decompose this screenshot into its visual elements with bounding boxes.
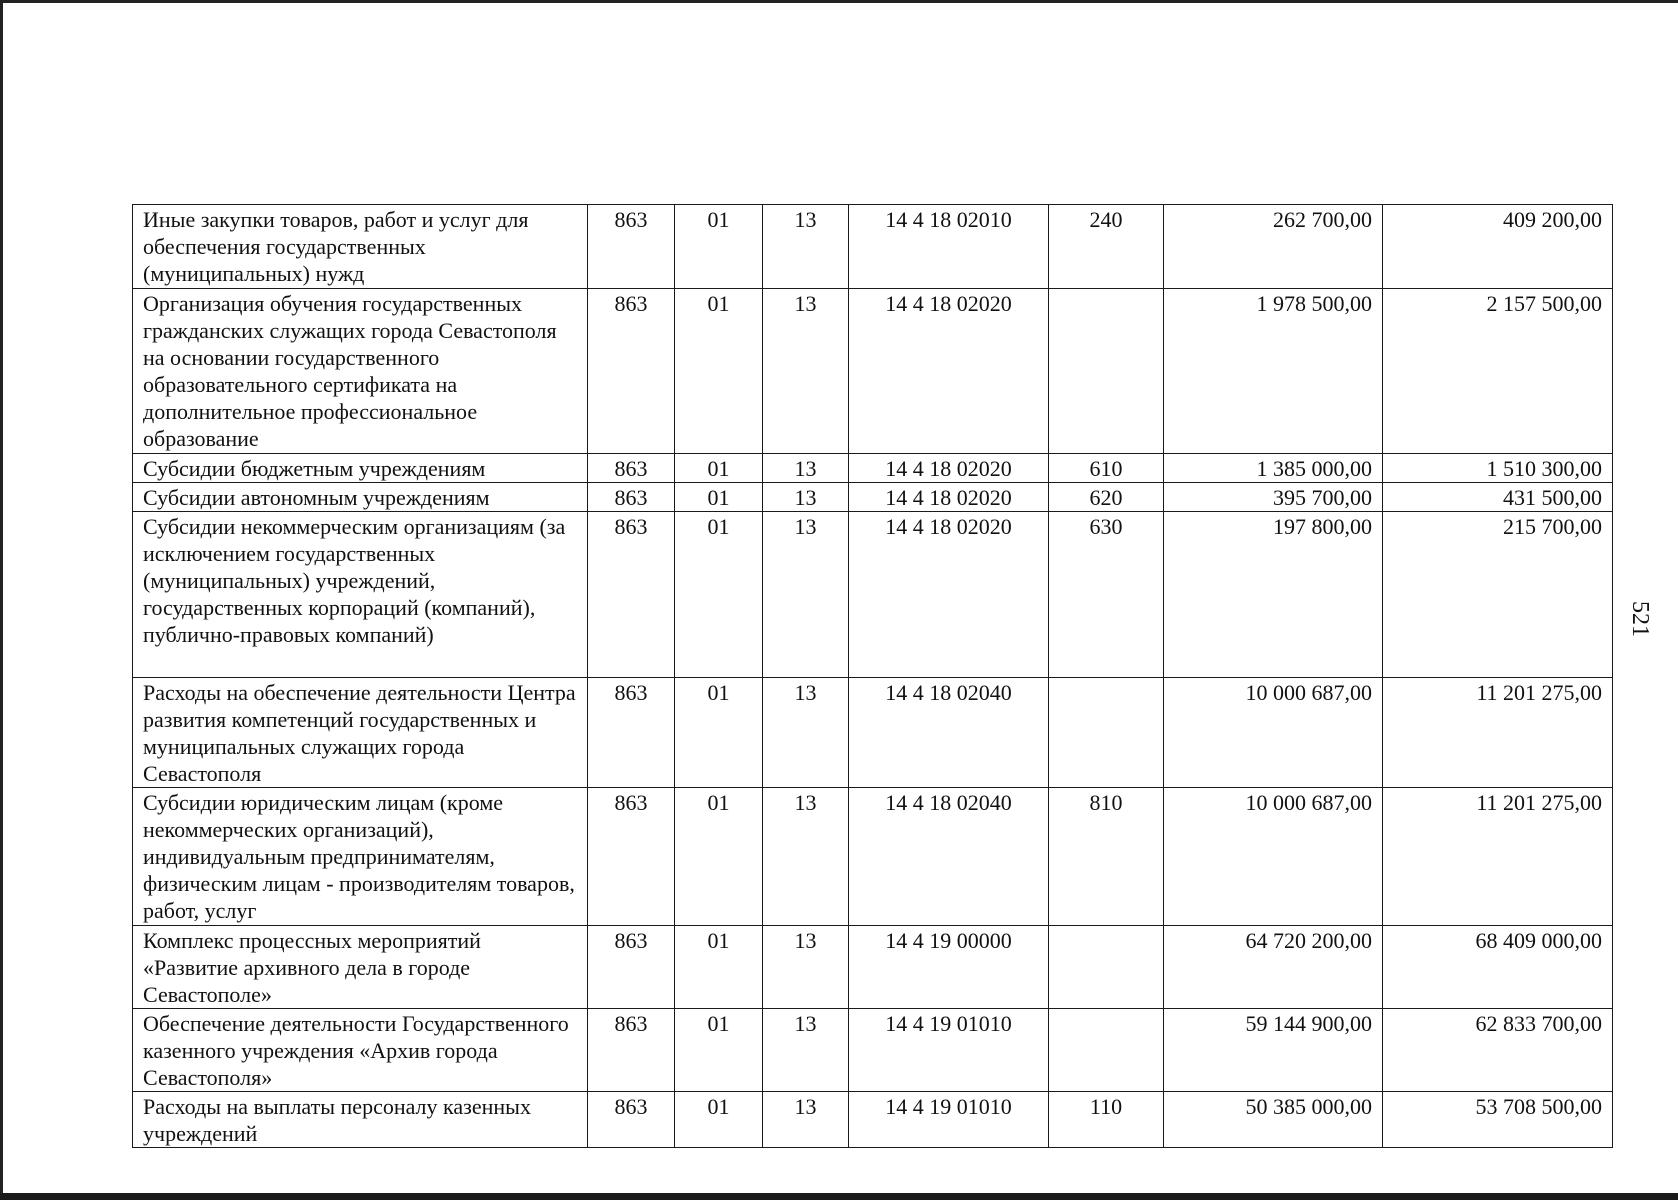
row-target-article-code: 14 4 19 01010 [849, 1092, 1049, 1148]
table-row [133, 678, 1613, 788]
table-row [133, 512, 1613, 678]
row-expense-type-code: 810 [1049, 788, 1164, 926]
table-row [133, 788, 1613, 926]
scan-border-bottom [0, 1193, 1678, 1200]
scan-border-top [0, 0, 1678, 3]
row-target-article-code: 14 4 18 02010 [849, 205, 1049, 289]
row-name: Субсидии юридическим лицам (кроме некоммерческих организаций), индивидуальным предпринимателям, физическим лицам - производителям товаров, работ, услуг [133, 788, 588, 926]
row-amount-year-1: 1 978 500,00 [1164, 289, 1383, 454]
scan-border-left [0, 0, 3, 1200]
row-department-code: 863 [588, 1092, 675, 1148]
row-expense-type-code [1049, 678, 1164, 788]
row-section-code: 01 [675, 454, 763, 483]
row-name: Расходы на выплаты персоналу казенных учреждений [133, 1092, 588, 1148]
row-expense-type-code: 610 [1049, 454, 1164, 483]
row-name: Комплекс процессных мероприятий «Развитие архивного дела в городе Севастополе» [133, 926, 588, 1009]
row-amount-year-2: 1 510 300,00 [1383, 454, 1613, 483]
row-amount-year-1: 262 700,00 [1164, 205, 1383, 289]
row-expense-type-code [1049, 289, 1164, 454]
row-amount-year-1: 50 385 000,00 [1164, 1092, 1383, 1148]
row-section-code: 01 [675, 205, 763, 289]
row-amount-year-2: 409 200,00 [1383, 205, 1613, 289]
row-subsection-code: 13 [763, 1092, 849, 1148]
row-subsection-code: 13 [763, 1009, 849, 1092]
table-row [133, 483, 1613, 512]
row-amount-year-1: 395 700,00 [1164, 483, 1383, 512]
table-row [133, 454, 1613, 483]
row-section-code: 01 [675, 483, 763, 512]
row-subsection-code: 13 [763, 678, 849, 788]
row-section-code: 01 [675, 1009, 763, 1092]
row-amount-year-1: 10 000 687,00 [1164, 788, 1383, 926]
row-target-article-code: 14 4 18 02020 [849, 512, 1049, 678]
row-amount-year-2: 62 833 700,00 [1383, 1009, 1613, 1092]
row-name: Субсидии автономным учреждениям [133, 483, 588, 512]
row-amount-year-2: 431 500,00 [1383, 483, 1613, 512]
row-subsection-code: 13 [763, 289, 849, 454]
row-subsection-code: 13 [763, 205, 849, 289]
row-department-code: 863 [588, 788, 675, 926]
table-row [133, 205, 1613, 289]
row-name: Иные закупки товаров, работ и услуг для обеспечения государственных (муниципальных) нужд [133, 205, 588, 289]
row-expense-type-code: 240 [1049, 205, 1164, 289]
row-subsection-code: 13 [763, 512, 849, 678]
row-section-code: 01 [675, 1092, 763, 1148]
row-department-code: 863 [588, 512, 675, 678]
row-expense-type-code: 630 [1049, 512, 1164, 678]
table-row [133, 1092, 1613, 1148]
row-expense-type-code: 620 [1049, 483, 1164, 512]
row-name: Субсидии некоммерческим организациям (за исключением государственных (муниципальных) учреждений, государственных корпораций (компаний), публично-правовых компаний) [133, 512, 588, 678]
row-section-code: 01 [675, 678, 763, 788]
row-amount-year-2: 11 201 275,00 [1383, 678, 1613, 788]
row-name: Расходы на обеспечение деятельности Центра развития компетенций государственных и муниципальных служащих города Севастополя [133, 678, 588, 788]
row-expense-type-code [1049, 926, 1164, 1009]
row-name: Обеспечение деятельности Государственного казенного учреждения «Архив города Севастополя» [133, 1009, 588, 1092]
table-row [133, 1009, 1613, 1092]
row-amount-year-1: 1 385 000,00 [1164, 454, 1383, 483]
row-target-article-code: 14 4 19 01010 [849, 1009, 1049, 1092]
row-name: Организация обучения государственных гражданских служащих города Севастополя на основании государственного образовательного сертификата на дополнительное профессиональное образование [133, 289, 588, 454]
row-department-code: 863 [588, 483, 675, 512]
row-subsection-code: 13 [763, 788, 849, 926]
row-target-article-code: 14 4 18 02040 [849, 788, 1049, 926]
row-department-code: 863 [588, 289, 675, 454]
row-target-article-code: 14 4 18 02020 [849, 483, 1049, 512]
row-amount-year-1: 10 000 687,00 [1164, 678, 1383, 788]
row-amount-year-1: 197 800,00 [1164, 512, 1383, 678]
row-amount-year-2: 53 708 500,00 [1383, 1092, 1613, 1148]
row-department-code: 863 [588, 205, 675, 289]
row-amount-year-1: 64 720 200,00 [1164, 926, 1383, 1009]
row-target-article-code: 14 4 19 00000 [849, 926, 1049, 1009]
table-row [133, 926, 1613, 1009]
budget-table [132, 204, 1613, 1148]
row-department-code: 863 [588, 678, 675, 788]
row-amount-year-1: 59 144 900,00 [1164, 1009, 1383, 1092]
row-department-code: 863 [588, 454, 675, 483]
row-amount-year-2: 11 201 275,00 [1383, 788, 1613, 926]
row-name: Субсидии бюджетным учреждениям [133, 454, 588, 483]
row-subsection-code: 13 [763, 454, 849, 483]
row-department-code: 863 [588, 1009, 675, 1092]
table-row [133, 289, 1613, 454]
row-expense-type-code [1049, 1009, 1164, 1092]
row-expense-type-code: 110 [1049, 1092, 1164, 1148]
row-section-code: 01 [675, 788, 763, 926]
row-section-code: 01 [675, 926, 763, 1009]
row-subsection-code: 13 [763, 926, 849, 1009]
page-number: 521 [1627, 601, 1653, 637]
row-subsection-code: 13 [763, 483, 849, 512]
row-amount-year-2: 2 157 500,00 [1383, 289, 1613, 454]
row-amount-year-2: 215 700,00 [1383, 512, 1613, 678]
row-section-code: 01 [675, 512, 763, 678]
row-amount-year-2: 68 409 000,00 [1383, 926, 1613, 1009]
row-target-article-code: 14 4 18 02020 [849, 454, 1049, 483]
row-target-article-code: 14 4 18 02020 [849, 289, 1049, 454]
row-target-article-code: 14 4 18 02040 [849, 678, 1049, 788]
row-section-code: 01 [675, 289, 763, 454]
row-department-code: 863 [588, 926, 675, 1009]
